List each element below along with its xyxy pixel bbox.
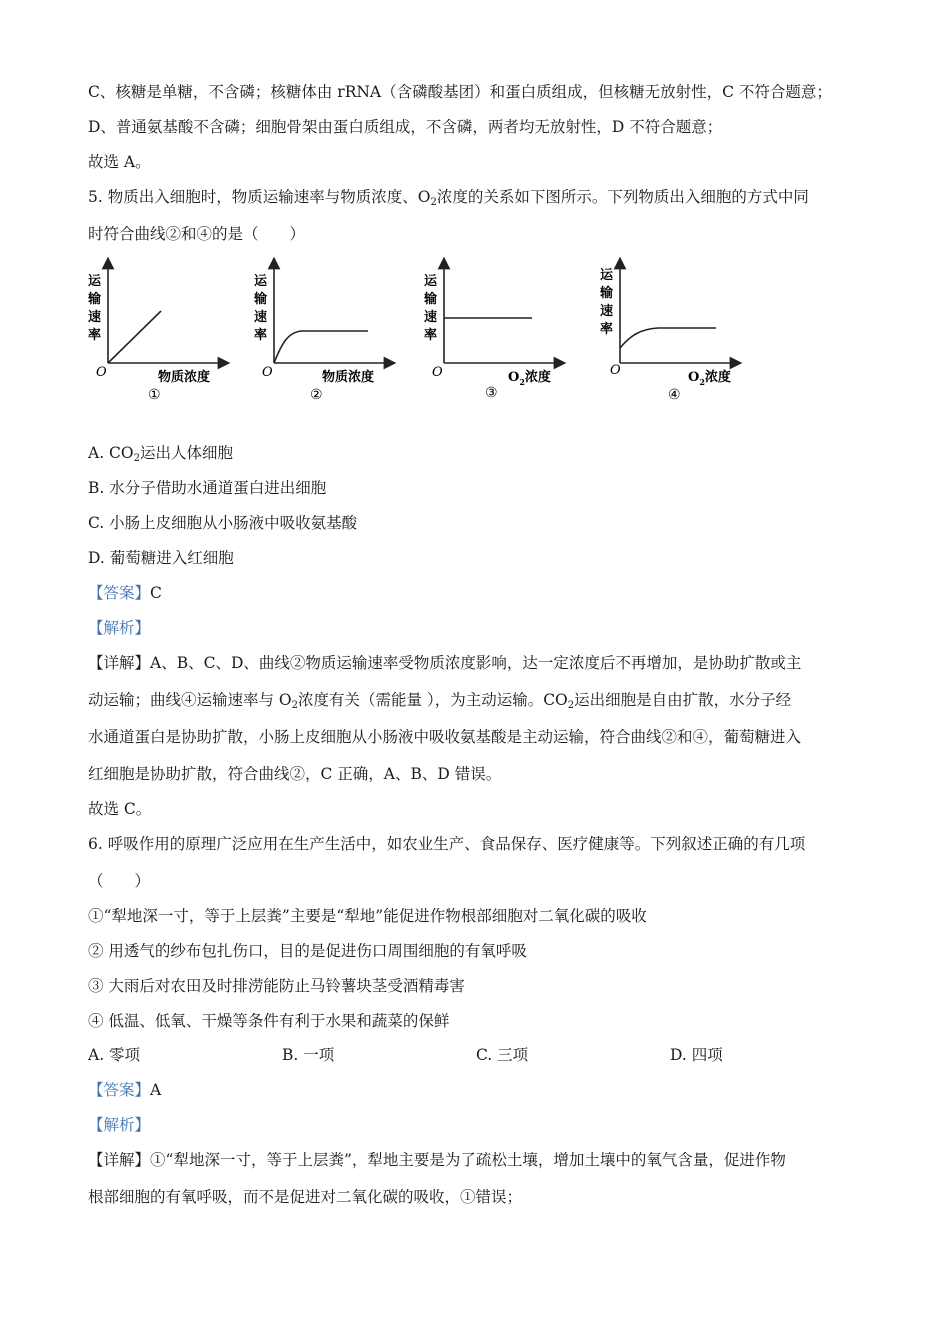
graph-4-origin: O [610,363,621,378]
graph-3-index: ③ [485,385,498,401]
q5-conclusion: 故选 C。 [88,800,152,818]
q6-answer: 【答案】A [88,1081,162,1099]
graph-2 [252,258,402,408]
prev-option-c-explanation: C、核糖是单糖，不含磷；核糖体由 rRNA（含磷酸基团）和蛋白质组成，但核糖无放射性，C 不符合题意； [88,83,832,101]
graph-1 [86,258,236,408]
graph-2-origin: O [262,365,273,380]
graph-4-ylabel-1: 输 [600,286,614,301]
q5-stem-line-2: 时符合曲线②和④的是（ ） [88,225,306,243]
q5-option-d: D. 葡萄糖进入红细胞 [88,549,234,567]
q6-detail-line-1: 【详解】①“犁地深一寸，等于上层粪”，犁地主要是为了疏松土壤，增加土壤中的氧气含量，促进作物 [88,1151,786,1169]
q5-analysis-tag: 【解析】 [88,619,151,637]
q5-option-a: A. $CO_2$运出人体细胞 [88,444,234,464]
graph-1-origin: O [96,365,107,380]
q6-stem-line-1: 6. 呼吸作用的原理广泛应用在生产生活中，如农业生产、食品保存、医疗健康等。下列叙述正确的有几项 [88,835,806,853]
graph-2-ylabel-2: 速 [254,310,268,325]
q6-analysis-tag: 【解析】 [88,1116,151,1134]
graph-1-ylabel-0: 运 [88,274,102,289]
q6-option-a: A. 零项 [88,1046,141,1064]
graph-3-ylabel-3: 率 [424,328,438,343]
graph-1-ylabel-3: 率 [88,328,102,343]
prev-conclusion: 故选 A。 [88,153,151,171]
graph-1-ylabel-1: 输 [88,292,102,307]
graph-3-xlabel: $O_2$浓度 [508,370,551,387]
graph-1-xlabel: 物质浓度 [158,370,211,385]
q6-item-2: ② 用透气的纱布包扎伤口，目的是促进伤口周围细胞的有氧呼吸 [88,942,527,960]
q6-item-1: ①“犁地深一寸，等于上层粪”主要是“犁地”能促进作物根部细胞对二氧化碳的吸收 [88,907,647,925]
graph-4-ylabel-3: 率 [600,322,614,337]
graph-1-index: ① [148,387,161,403]
q5-detail-line-2: 动运输；曲线④运输速率与 $O_2$浓度有关（需能量 ），为主动运输。$CO_2$运出细胞是自由扩散，水分子经 [88,691,792,711]
graph-2-xlabel: 物质浓度 [322,370,375,385]
q6-option-d: D. 四项 [670,1046,723,1064]
graph-3-origin: O [432,365,443,380]
q5-detail-line-1: 【详解】A、B、C、D、曲线②物质运输速率受物质浓度影响，达一定浓度后不再增加，是协助扩散或主 [88,654,802,672]
graph-2-index: ② [310,387,323,403]
q6-item-3: ③ 大雨后对农田及时排涝能防止马铃薯块茎受酒精毒害 [88,977,465,995]
q5-stem-line-1: 5. 物质出入细胞时，物质运输速率与物质浓度、$O_2$浓度的关系如下图所示。下列物质出入细胞的方式中同 [88,188,809,208]
graph-4-xlabel: $O_2$浓度 [688,370,731,387]
q6-detail-line-2: 根部细胞的有氧呼吸，而不是促进对二氧化碳的吸收，①错误； [88,1188,523,1206]
graph-2-ylabel-0: 运 [254,274,268,289]
graph-1-curve [108,311,161,363]
answer-tag: 【答案】 [88,584,151,602]
q6-item-4: ④ 低温、低氧、干燥等条件有利于水果和蔬菜的保鲜 [88,1012,450,1030]
graph-3-ylabel-1: 输 [424,292,438,307]
graph-1-ylabel-2: 速 [88,310,102,325]
graph-2-curve [274,331,368,363]
graph-2-ylabel-1: 输 [254,292,268,307]
q6-option-b: B. 一项 [282,1046,335,1064]
graph-3-ylabel-0: 运 [424,274,438,289]
q5-detail-line-3: 水通道蛋白是协助扩散，小肠上皮细胞从小肠液中吸收氨基酸是主动运输，符合曲线②和④，葡萄糖进入 [88,728,802,746]
graph-4-index: ④ [668,387,681,403]
prev-option-d-explanation: D、普通氨基酸不含磷；细胞骨架由蛋白质组成，不含磷，两者均无放射性，D 不符合题意； [88,118,723,136]
q6-stem-line-2: （ ） [88,872,151,890]
graph-3 [422,258,572,408]
graph-4 [598,258,748,408]
graph-2-ylabel-3: 率 [254,328,268,343]
q5-option-c: C. 小肠上皮细胞从小肠液中吸收氨基酸 [88,514,358,532]
q5-detail-line-4: 红细胞是协助扩散，符合曲线②，C 正确，A、B、D 错误。 [88,765,502,783]
q5-answer: 【答案】C [88,584,162,602]
graph-4-curve [620,328,716,348]
graph-3-ylabel-2: 速 [424,310,438,325]
graph-4-ylabel-0: 运 [600,268,614,283]
graph-4-ylabel-2: 速 [600,304,614,319]
q5-option-b: B. 水分子借助水通道蛋白进出细胞 [88,479,327,497]
q6-option-c: C. 三项 [476,1046,529,1064]
